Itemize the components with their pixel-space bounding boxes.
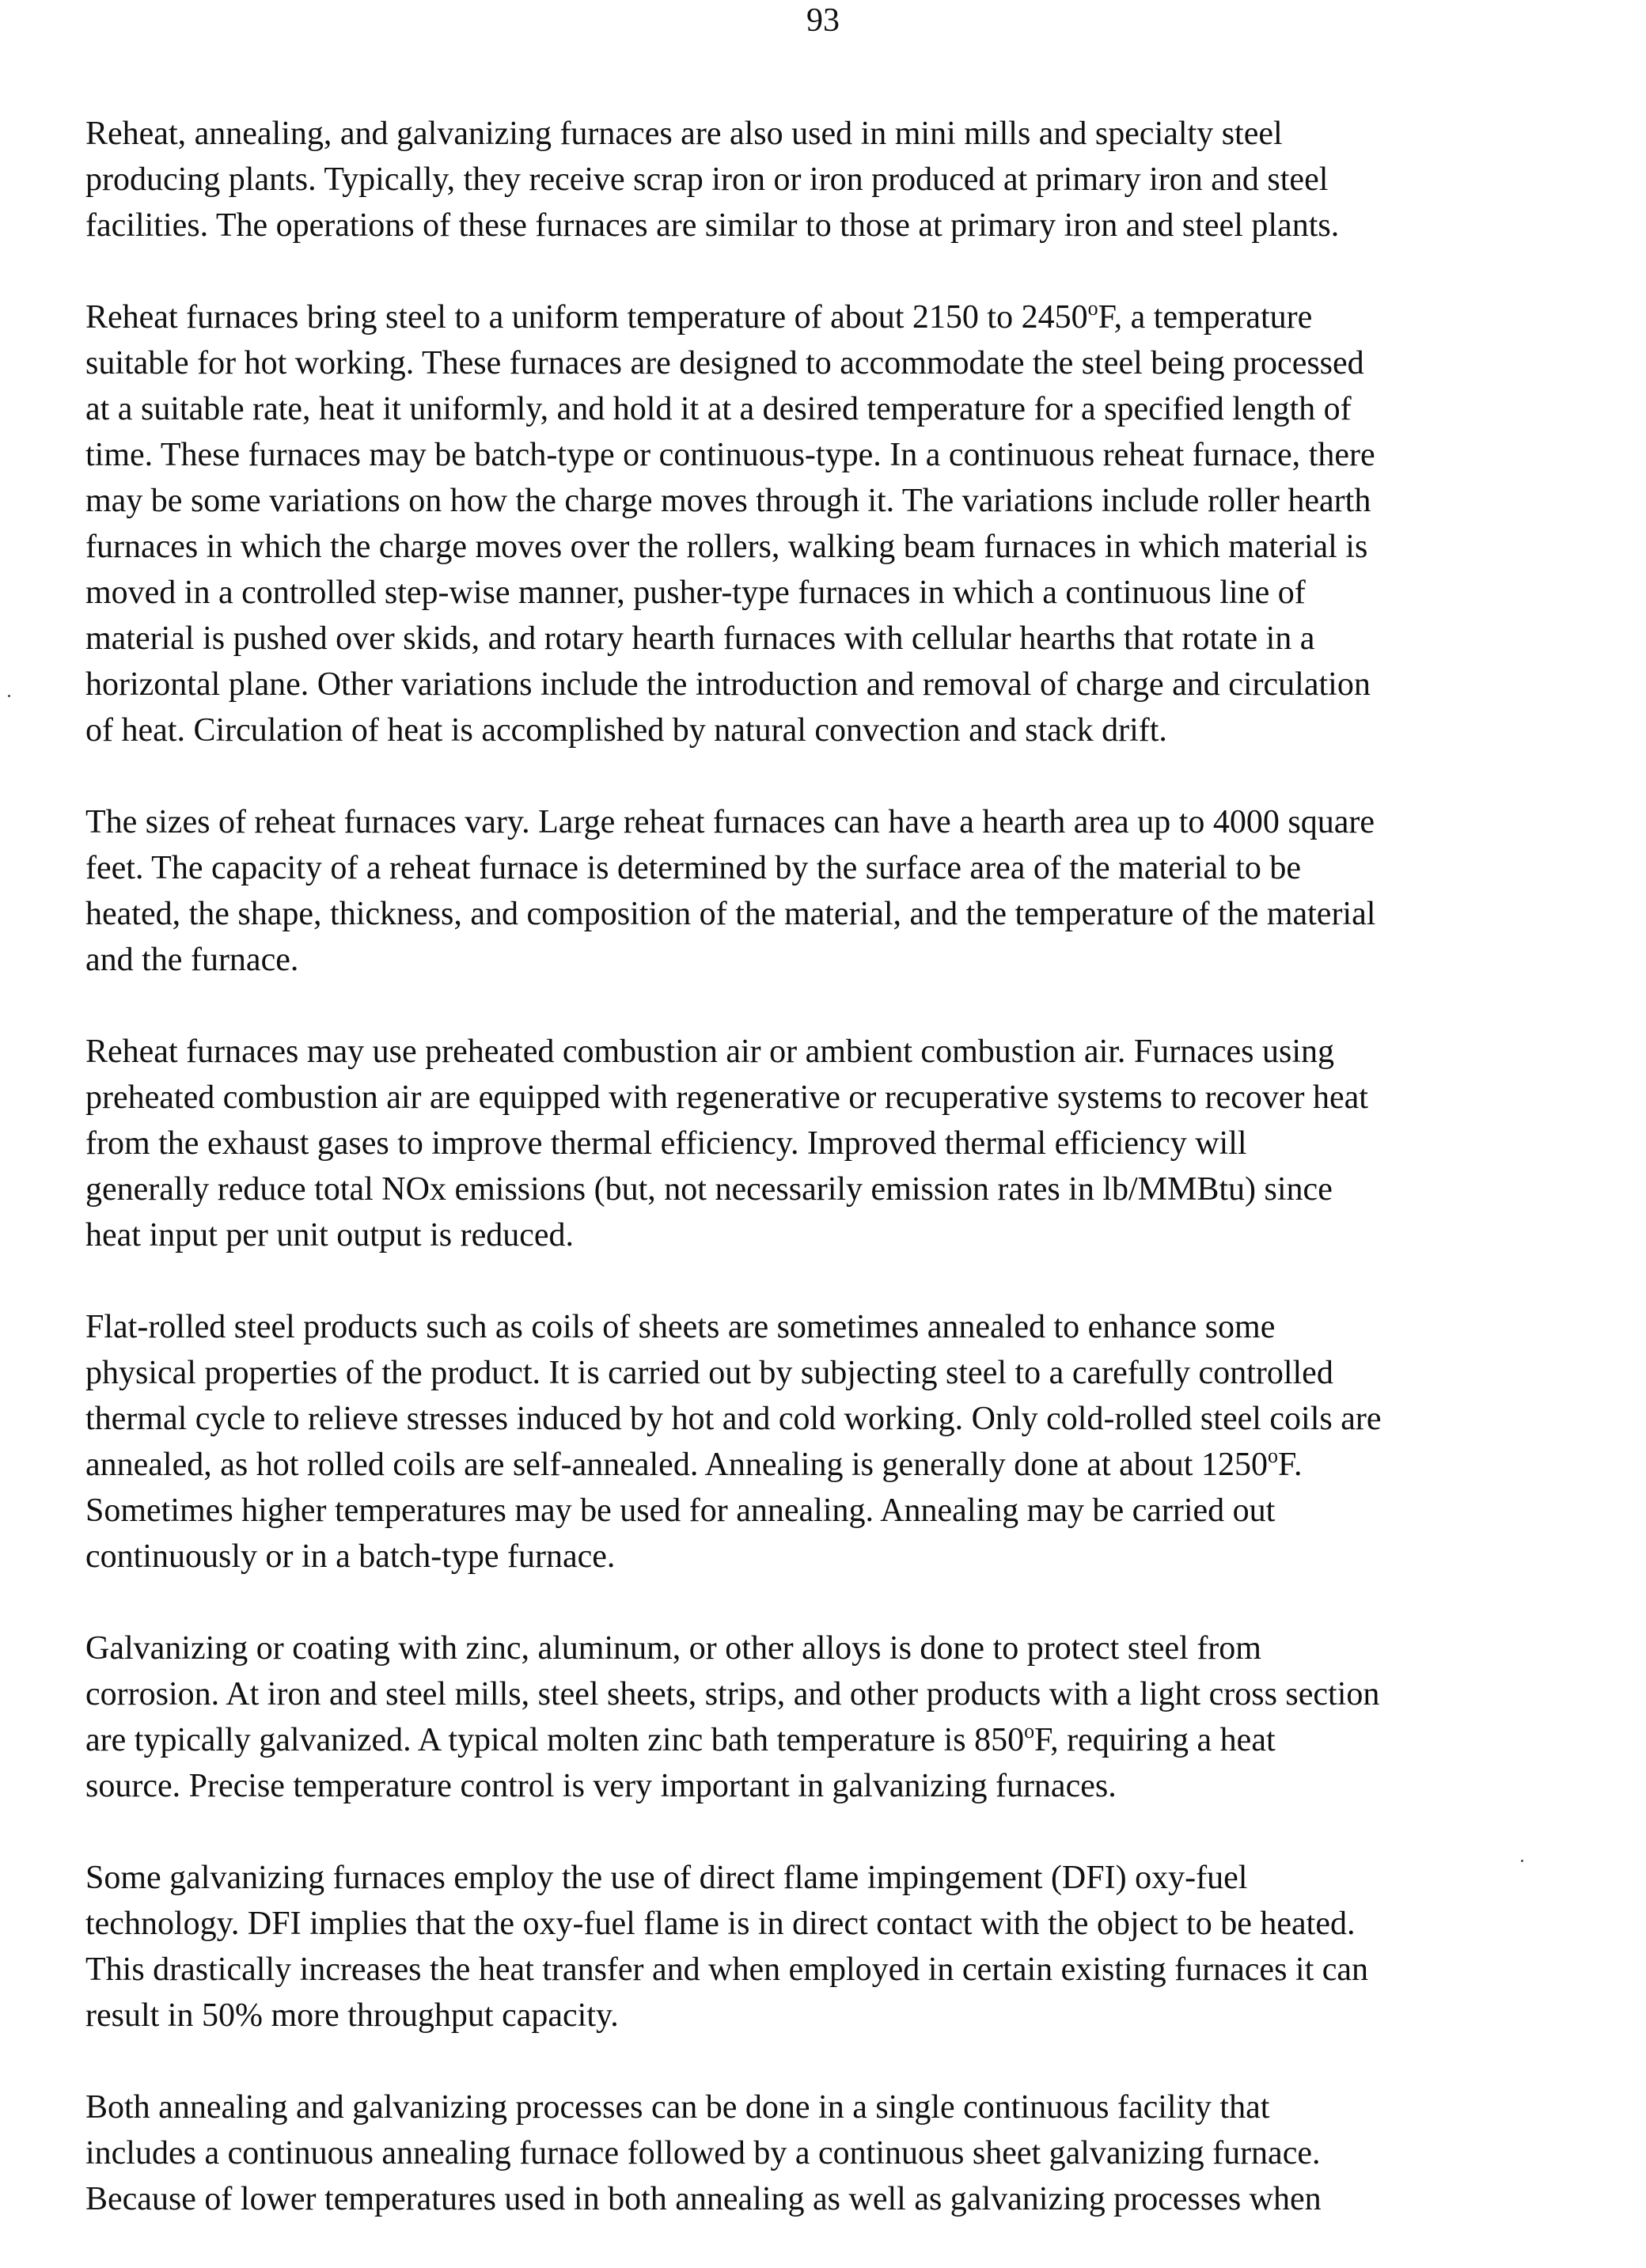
text-line: generally reduce total NOx emissions (but, not necessarily emission rates in lb/MMBtu) since: [85, 1171, 1333, 1208]
text-line: may be some variations on how the charge moves through it. The variations include roller hearth: [85, 483, 1371, 519]
text-line: feet. The capacity of a reheat furnace is determined by the surface area of the material to be: [85, 850, 1302, 886]
text-line: at a suitable rate, heat it uniformly, and hold it at a desired temperature for a specified length of: [85, 391, 1352, 427]
scan-speck: [1521, 1860, 1523, 1862]
text-line: Flat-rolled steel products such as coils of sheets are sometimes annealed to enhance some: [85, 1309, 1276, 1345]
paragraph: [85, 1855, 1646, 2039]
text-line: facilities. The operations of these furnaces are similar to those at primary iron and steel plants.: [85, 207, 1340, 244]
paragraph: [85, 294, 1646, 753]
text-line: from the exhaust gases to improve thermal efficiency. Improved thermal efficiency will: [85, 1125, 1247, 1162]
text-line: furnaces in which the charge moves over the rollers, walking beam furnaces in which material is: [85, 529, 1368, 565]
text-line: Galvanizing or coating with zinc, aluminum, or other alloys is done to protect steel from: [85, 1630, 1261, 1667]
degree-symbol: o: [1087, 297, 1098, 320]
text-line: This drastically increases the heat transfer and when employed in certain existing furnaces it can: [85, 1951, 1369, 1988]
scan-speck: [8, 695, 10, 697]
text-line: technology. DFI implies that the oxy-fuel flame is in direct contact with the object to be heated.: [85, 1906, 1356, 1942]
text-line: includes a continuous annealing furnace followed by a continuous sheet galvanizing furnace.: [85, 2135, 1321, 2171]
paragraph: [85, 1304, 1646, 1580]
paragraph: [85, 1029, 1646, 1258]
text-line: Because of lower temperatures used in both annealing as well as galvanizing processes when: [85, 2181, 1322, 2217]
text-line: of heat. Circulation of heat is accomplished by natural convection and stack drift.: [85, 712, 1167, 749]
text-line: heated, the shape, thickness, and composition of the material, and the temperature of the material: [85, 896, 1376, 932]
document-body: [85, 111, 1646, 2268]
text-line: suitable for hot working. These furnaces are designed to accommodate the steel being processed: [85, 345, 1364, 381]
text-line: moved in a controlled step-wise manner, pusher-type furnaces in which a continuous line of: [85, 575, 1306, 611]
text-line: physical properties of the product. It is carried out by subjecting steel to a carefully controlled: [85, 1355, 1333, 1391]
text-line: source. Precise temperature control is very important in galvanizing furnaces.: [85, 1768, 1117, 1804]
text-line: result in 50% more throughput capacity.: [85, 1997, 619, 2034]
text-line: producing plants. Typically, they receive scrap iron or iron produced at primary iron and steel: [85, 161, 1329, 198]
degree-symbol: o: [1024, 1720, 1035, 1743]
page-number: 93: [806, 2, 840, 39]
text-line: Some galvanizing furnaces employ the use of direct flame impingement (DFI) oxy-fuel: [85, 1860, 1248, 1896]
text-line: The sizes of reheat furnaces vary. Large reheat furnaces can have a hearth area up to 4000 square: [85, 804, 1375, 840]
text-line: Reheat furnaces may use preheated combustion air or ambient combustion air. Furnaces using: [85, 1033, 1335, 1070]
text-line: annealed, as hot rolled coils are self-annealed. Annealing is generally done at about 1250$^o$F.: [85, 1444, 1303, 1483]
degree-symbol: o: [1267, 1444, 1278, 1467]
paragraph: [85, 1625, 1646, 1809]
text-line: time. These furnaces may be batch-type or continuous-type. In a continuous reheat furnace, there: [85, 437, 1375, 473]
paragraph: [85, 799, 1646, 983]
paragraph: [85, 2084, 1646, 2222]
paragraph: [85, 111, 1646, 248]
text-line: material is pushed over skids, and rotary hearth furnaces with cellular hearths that rotate in a: [85, 620, 1315, 657]
text-line: Reheat, annealing, and galvanizing furnaces are also used in mini mills and specialty steel: [85, 116, 1283, 152]
text-line: horizontal plane. Other variations include the introduction and removal of charge and circulation: [85, 666, 1371, 703]
text-line: Sometimes higher temperatures may be used for annealing. Annealing may be carried out: [85, 1492, 1276, 1529]
text-line: preheated combustion air are equipped with regenerative or recuperative systems to recover heat: [85, 1079, 1368, 1116]
text-line: thermal cycle to relieve stresses induced by hot and cold working. Only cold-rolled steel coils are: [85, 1401, 1382, 1437]
text-line: are typically galvanized. A typical molten zinc bath temperature is 850$^o$F, requiring a heat: [85, 1720, 1276, 1758]
text-line: heat input per unit output is reduced.: [85, 1217, 575, 1253]
text-line: Reheat furnaces bring steel to a uniform temperature of about 2150 to 2450$^o$F, a temperature: [85, 297, 1313, 336]
text-line: and the furnace.: [85, 942, 299, 978]
text-line: Both annealing and galvanizing processes can be done in a single continuous facility that: [85, 2089, 1270, 2126]
text-line: continuously or in a batch-type furnace.: [85, 1538, 616, 1575]
text-line: corrosion. At iron and steel mills, steel sheets, strips, and other products with a light cross section: [85, 1676, 1380, 1712]
